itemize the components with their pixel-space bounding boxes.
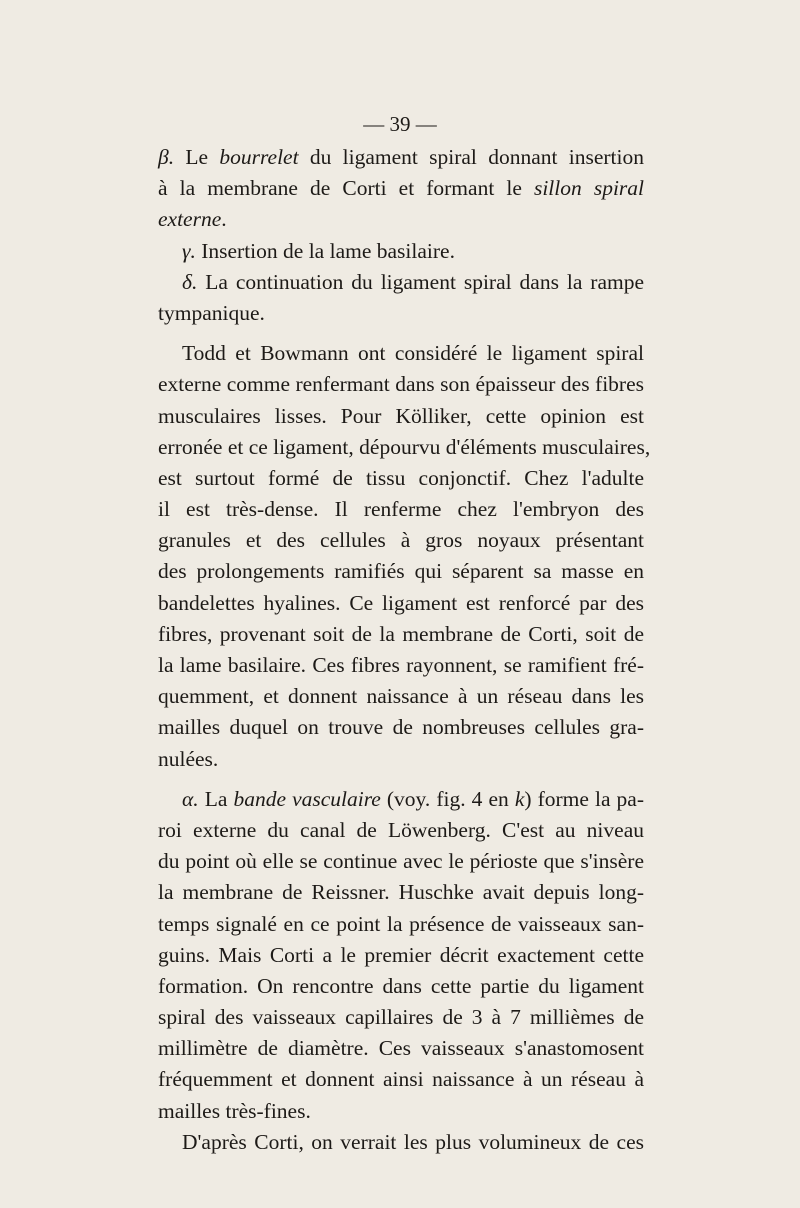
text-line: roi externe du canal de Löwenberg. C'est au niveau xyxy=(158,817,644,842)
italic-term: bande vasculaire xyxy=(233,786,381,811)
greek-marker: γ. xyxy=(182,238,196,263)
text-line: quemment, et donnent naissance à un réseau dans les xyxy=(158,684,644,709)
paragraph-alpha xyxy=(158,784,644,1127)
text-line xyxy=(158,267,644,298)
text-run: (voy. fig. xyxy=(380,786,472,811)
text-line: il est très-dense. Il renferme chez l'embryon des xyxy=(158,497,644,522)
text-line: spiral des vaisseaux capillaires de 3 à 7 millièmes de xyxy=(158,1005,644,1030)
italic-term: externe xyxy=(158,207,222,232)
text-line: mailles très-fines. xyxy=(158,1098,311,1123)
figure-number: 4 xyxy=(471,786,483,811)
text-line: Todd et Bowmann ont considéré le ligament spiral xyxy=(182,341,644,366)
text-line: des prolongements ramifiés qui séparent sa masse en xyxy=(158,559,644,584)
text-line xyxy=(158,173,644,204)
paragraph-todd xyxy=(158,338,651,775)
text-line: mailles duquel on trouve de nombreuses cellules gra- xyxy=(158,715,644,740)
text-line: fréquemment et donnent ainsi naissance à un réseau à xyxy=(158,1067,644,1092)
text-line xyxy=(158,204,644,235)
text-line: musculaires lisses. Pour Kölliker, cette opinion est xyxy=(158,403,644,428)
paragraph-delta xyxy=(158,267,644,329)
greek-marker: α. xyxy=(182,786,199,811)
text-line xyxy=(158,142,644,173)
text-line: externe comme renfermant dans son épaisseur des fibres xyxy=(158,372,644,397)
greek-marker: δ. xyxy=(182,269,198,294)
body-text xyxy=(158,142,651,1158)
text-line: fibres, provenant soit de la membrane de Corti, soit de xyxy=(158,621,644,646)
text-run: Le xyxy=(174,145,220,169)
text-line: formation. On rencontre dans cette partie du ligament xyxy=(158,973,644,998)
text-line xyxy=(158,236,644,267)
text-run: à la membrane de Corti et formant le xyxy=(158,176,534,201)
paragraph-beta xyxy=(158,142,644,236)
text-line: du point où elle se continue avec le périoste que s'insère xyxy=(158,849,644,874)
text-run: en xyxy=(482,786,515,811)
text-run: Insertion de la lame basilaire. xyxy=(195,238,455,263)
italic-term: k xyxy=(514,786,525,811)
text-run: La xyxy=(198,786,234,811)
text-line xyxy=(158,784,644,815)
text-line: la membrane de Reissner. Huschke avait depuis long- xyxy=(158,880,644,905)
text-run: du ligament spiral donnant insertion xyxy=(298,145,644,169)
text-line: bandelettes hyalines. Ce ligament est renforcé par des xyxy=(158,590,644,615)
text-line: granules et des cellules à gros noyaux présentant xyxy=(158,528,644,553)
text-run: La continuation du ligament spiral dans la rampe xyxy=(197,269,644,294)
greek-marker: β. xyxy=(158,145,175,169)
text-line: erronée et ce ligament, dépourvu d'éléments musculaires, xyxy=(158,434,651,459)
text-line: millimètre de diamètre. Ces vaisseaux s'anastomosent xyxy=(158,1036,644,1061)
text-run: ) forme la pa- xyxy=(524,786,644,811)
italic-term: sillon spiral xyxy=(533,176,645,201)
text-run: . xyxy=(221,207,227,232)
paragraph-gamma xyxy=(158,236,644,267)
italic-term: bourrelet xyxy=(219,145,299,169)
text-line: D'après Corti, on verrait les plus volumineux de ces xyxy=(182,1129,644,1154)
paragraph-apres-corti xyxy=(158,1127,644,1158)
text-line: guins. Mais Corti a le premier décrit exactement cette xyxy=(158,942,644,967)
text-line: temps signalé en ce point la présence de vaisseaux san- xyxy=(158,911,644,936)
text-line: est surtout formé de tissu conjonctif. Chez l'adulte xyxy=(158,465,644,490)
page-number: — 39 — xyxy=(363,112,437,136)
text-line: tympanique. xyxy=(158,300,265,325)
text-line: nulées. xyxy=(158,746,219,771)
text-line: la lame basilaire. Ces fibres rayonnent, se ramifient fré- xyxy=(158,653,644,677)
